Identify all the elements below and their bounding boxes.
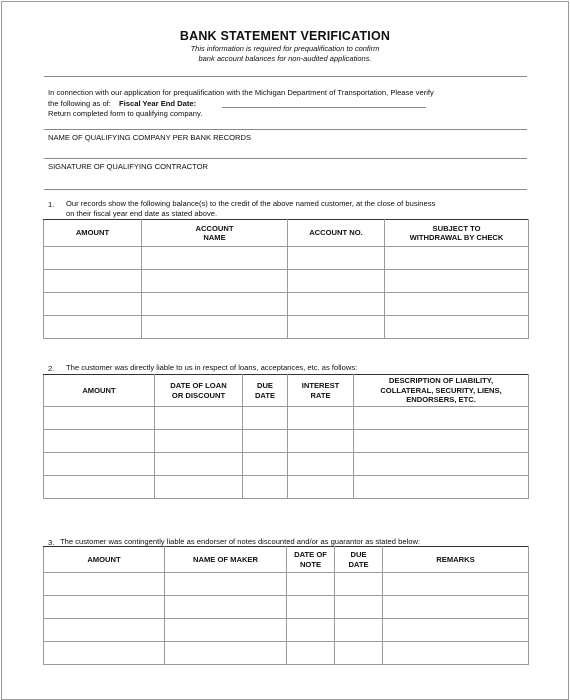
intro-line2-prefix: the following as of: (48, 99, 111, 108)
section1-text-line2: on their fiscal year end date as stated above. (66, 209, 218, 218)
company-name-label: NAME OF QUALIFYING COMPANY PER BANK RECORDS (48, 133, 252, 142)
intro-line1: In connection with our application for prequalification with the Michigan Department of Transportation, Please verify (48, 88, 434, 97)
intro-line3: Return completed form to qualifying company. (48, 109, 203, 118)
liabilities-table (43, 374, 529, 499)
col-amount-label: AMOUNT (87, 554, 121, 564)
section3-text-line1: The customer was contingently liable as endorser of notes discounted and/or as guarantor as stated below: (60, 537, 421, 546)
fiscal-year-end-label: Fiscal Year End Date: (119, 99, 197, 108)
col-amount-label: AMOUNT (82, 385, 116, 395)
section-divider (44, 189, 527, 190)
col-remarks (383, 547, 529, 573)
col-description (354, 375, 529, 407)
col-account-no-label: ACCOUNT NO. (309, 228, 363, 238)
balances-table (43, 219, 529, 339)
table-row (44, 476, 529, 499)
signature-label: SIGNATURE OF QUALIFYING CONTRACTOR (48, 162, 209, 171)
table-row (44, 270, 529, 293)
col-due-date-label: DUE DATE (348, 550, 369, 569)
contingent-liabilities-table (43, 546, 529, 665)
col-subject-to-withdrawal (385, 220, 529, 247)
col-date-of-loan-label: DATE OF LOAN OR DISCOUNT (170, 381, 227, 400)
col-name-of-maker (165, 547, 287, 573)
section3-number: 3. (48, 538, 55, 547)
table-row (44, 596, 529, 619)
table-row (44, 619, 529, 642)
col-subject-to-withdrawal-label: SUBJECT TO WITHDRAWAL BY CHECK (409, 223, 504, 242)
section2-text-line1: The customer was directly liable to us in respect of loans, acceptances, etc. as follows: (66, 363, 358, 372)
signature-field[interactable] (44, 158, 527, 159)
header-divider (44, 76, 527, 77)
col-account-name-label: ACCOUNT NAME (195, 223, 234, 242)
table-row (44, 247, 529, 270)
col-date-of-note (287, 547, 335, 573)
table-row (44, 407, 529, 430)
col-due-date (335, 547, 383, 573)
col-due-date-label: DUE DATE (254, 381, 276, 400)
col-interest-rate (288, 375, 354, 407)
col-amount (44, 547, 165, 573)
col-interest-rate-label: INTEREST RATE (301, 381, 340, 400)
table-row (44, 430, 529, 453)
col-date-of-loan (155, 375, 243, 407)
col-amount (44, 220, 142, 247)
col-amount (44, 375, 155, 407)
col-description-label: DESCRIPTION OF LIABILITY, COLLATERAL, SECURITY, LIENS, ENDORSERS, ETC. (380, 376, 502, 405)
col-remarks-label: REMARKS (436, 554, 475, 564)
table-row (44, 316, 529, 339)
company-name-field[interactable] (44, 129, 527, 130)
col-account-no (288, 220, 385, 247)
section2-number: 2. (48, 364, 55, 373)
form-title: BANK STATEMENT VERIFICATION (179, 29, 391, 43)
intro-line2 (48, 99, 196, 110)
col-due-date (243, 375, 288, 407)
form-subtitle-line2: bank account balances for non-audited applications. (198, 54, 372, 63)
table-row (44, 642, 529, 665)
col-account-name (142, 220, 288, 247)
form-subtitle-line1: This information is required for prequalification to confirm (190, 44, 380, 53)
fiscal-year-end-date-field[interactable] (222, 107, 426, 108)
col-date-of-note-label: DATE OF NOTE (294, 550, 327, 569)
section1-number: 1. (48, 200, 55, 209)
col-name-of-maker-label: NAME OF MAKER (193, 554, 258, 564)
table-row (44, 293, 529, 316)
section1-text-line1: Our records show the following balance(s) to the credit of the above named customer, at the close of business (66, 199, 436, 208)
table-row (44, 453, 529, 476)
table-row (44, 573, 529, 596)
col-amount-label: AMOUNT (75, 228, 110, 238)
